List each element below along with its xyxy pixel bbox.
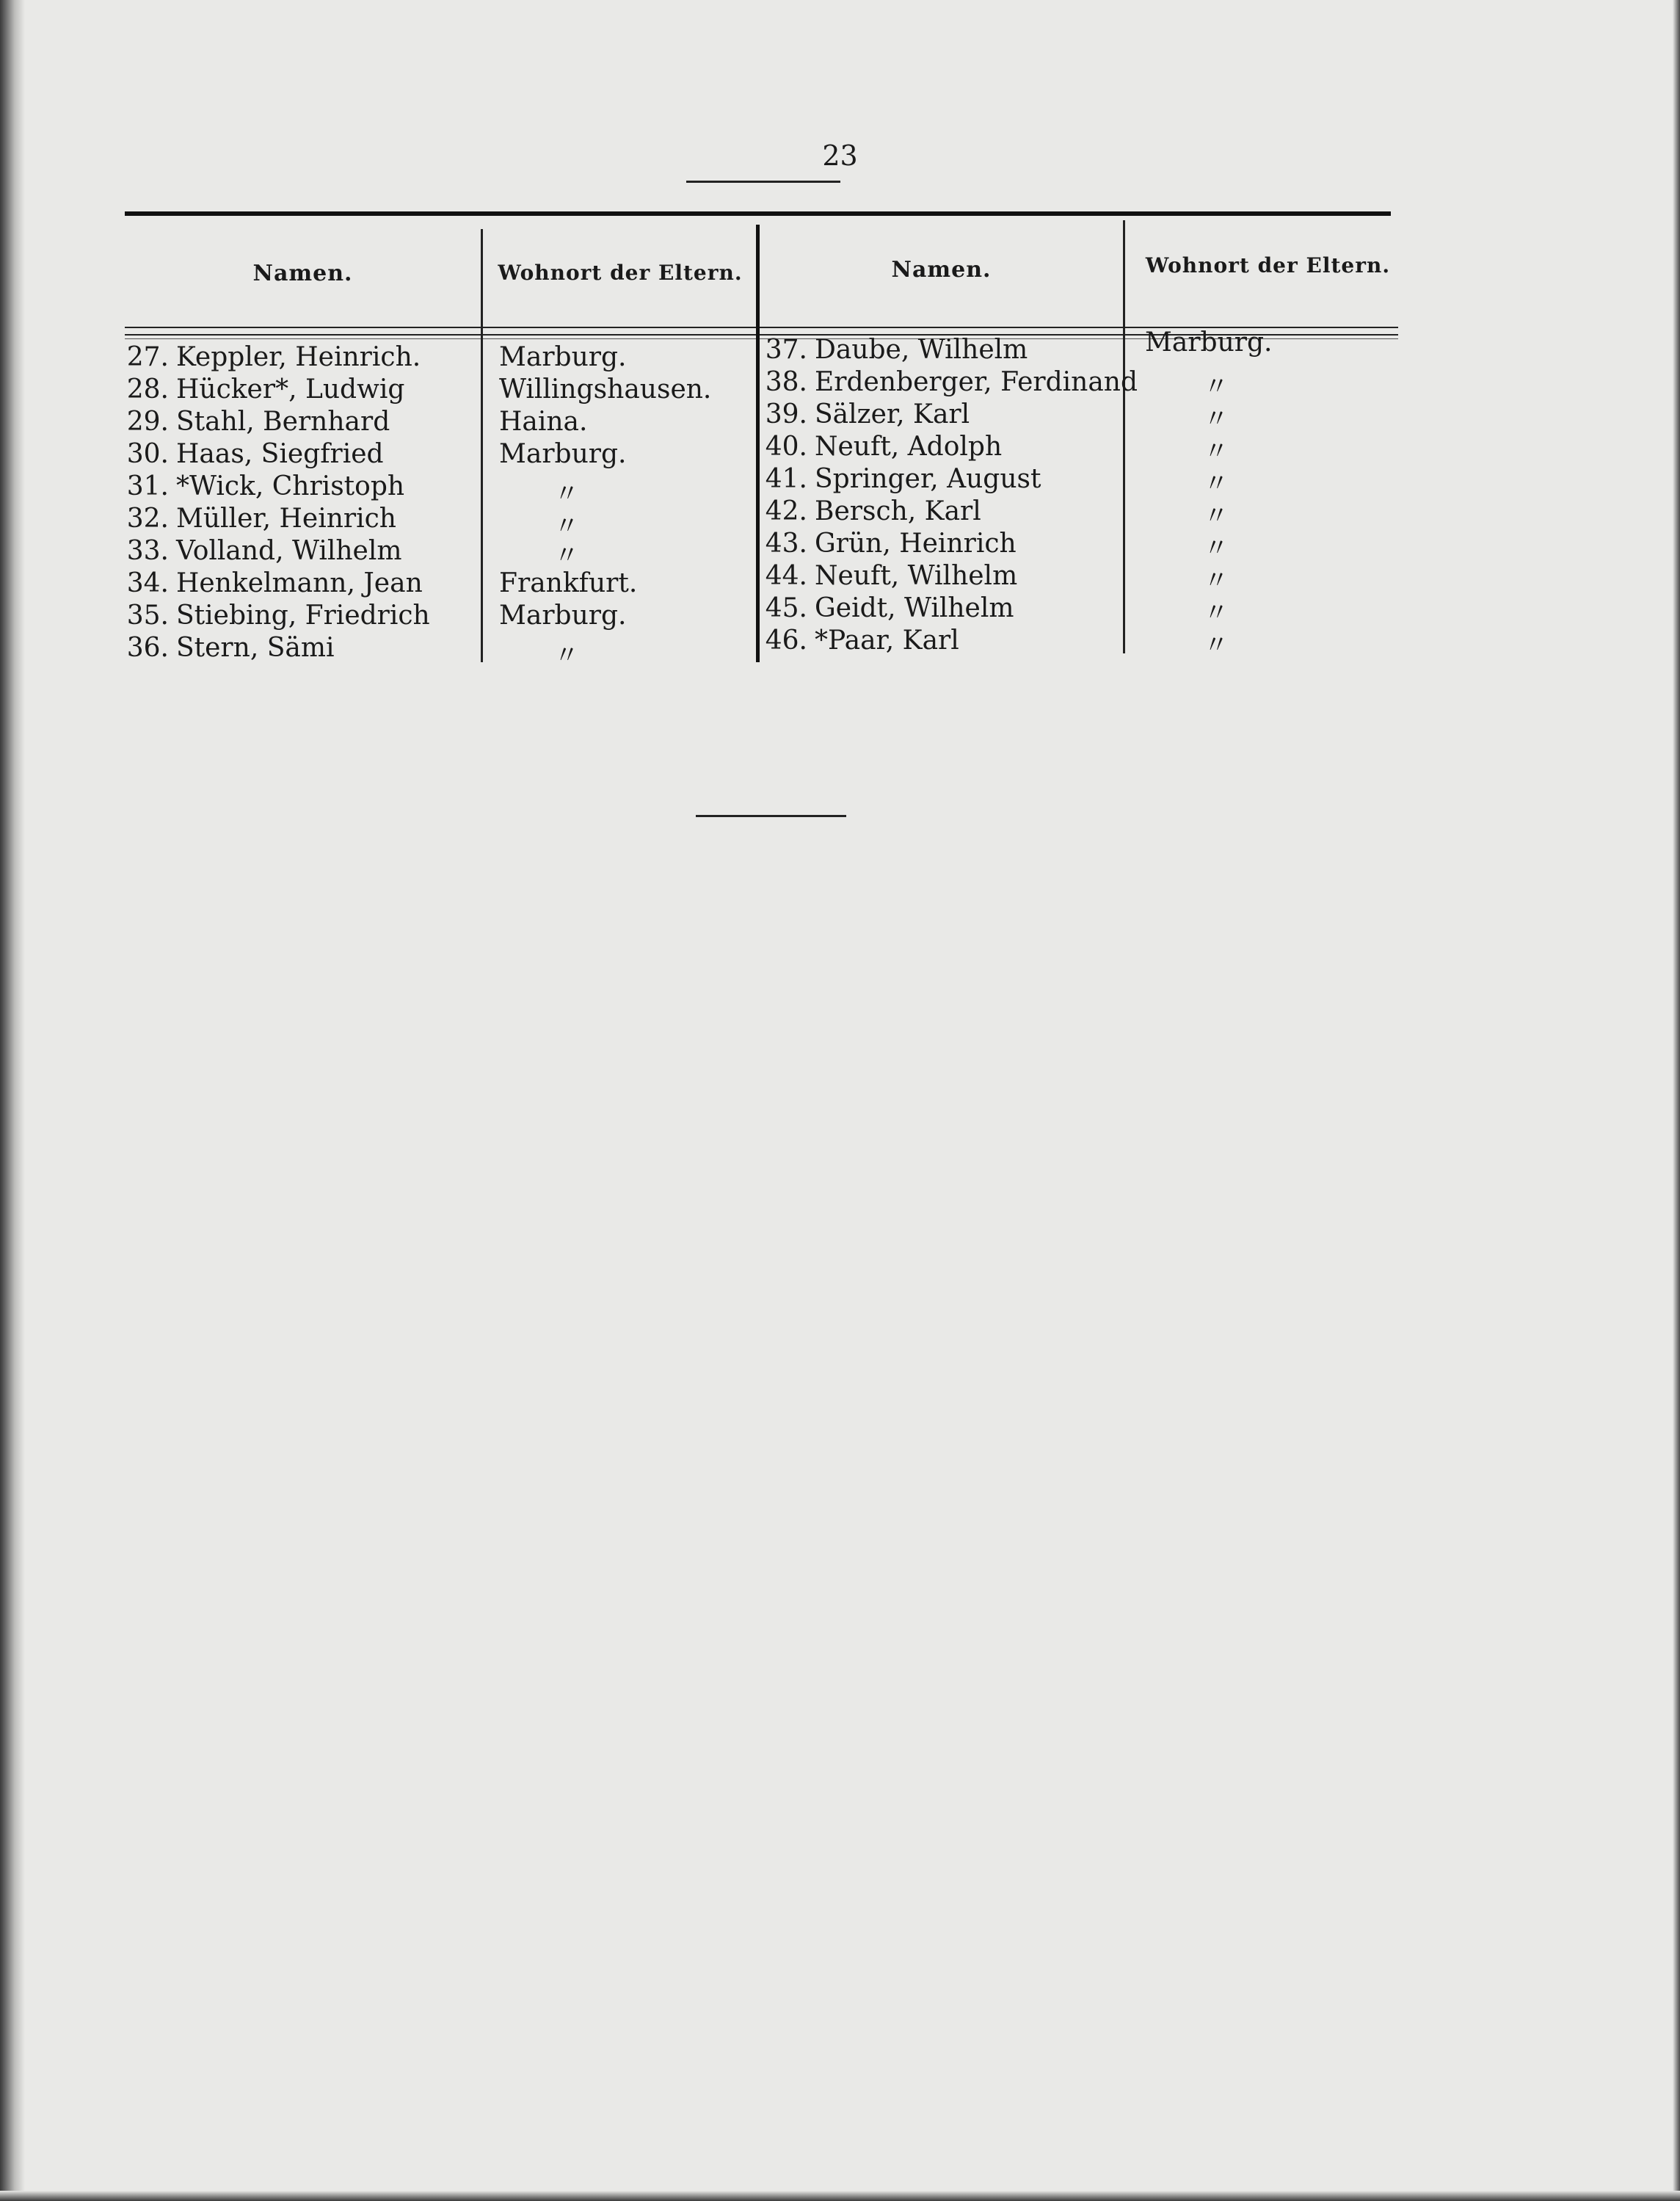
row-number: 30. bbox=[126, 439, 169, 469]
row-number: 40. bbox=[765, 432, 807, 462]
table-row bbox=[117, 632, 335, 664]
row-number: 34. bbox=[126, 568, 169, 598]
row-number: 29. bbox=[126, 407, 169, 437]
person-name: Volland, Wilhelm bbox=[176, 536, 402, 566]
row-number: 37. bbox=[765, 335, 807, 365]
table-row bbox=[756, 560, 1017, 592]
residence-ditto: 〃 bbox=[1204, 631, 1229, 660]
residence-ditto: 〃 bbox=[1204, 534, 1229, 563]
row-number: 45. bbox=[765, 593, 807, 623]
residence-ditto: 〃 bbox=[1204, 598, 1229, 628]
table-row bbox=[756, 334, 1028, 366]
person-name: Stiebing, Friedrich bbox=[176, 601, 430, 631]
row-number: 28. bbox=[126, 374, 169, 405]
person-name: Neuft, Wilhelm bbox=[815, 561, 1018, 591]
residence: Willingshausen. bbox=[499, 374, 712, 405]
row-number: 41. bbox=[765, 464, 807, 494]
residence-ditto: 〃 bbox=[554, 641, 579, 670]
header-residence-right: Wohnort der Eltern. bbox=[1145, 253, 1391, 278]
person-name: Müller, Heinrich bbox=[176, 504, 396, 534]
residence-ditto: 〃 bbox=[554, 541, 579, 570]
table-row bbox=[756, 528, 1017, 560]
page-number: 23 bbox=[822, 139, 858, 172]
page-edge-shadow bbox=[1673, 0, 1680, 2201]
residence-ditto: 〃 bbox=[554, 512, 579, 541]
header-names-right: Namen. bbox=[891, 257, 992, 283]
residence: Marburg. bbox=[499, 342, 627, 372]
table-row bbox=[117, 600, 430, 632]
residence: Marburg. bbox=[499, 601, 627, 631]
person-name: Daube, Wilhelm bbox=[815, 335, 1028, 365]
table-row bbox=[117, 438, 384, 471]
table-row bbox=[117, 503, 396, 535]
table-row bbox=[756, 431, 1002, 463]
row-number: 46. bbox=[765, 626, 807, 656]
page-bottom-shadow bbox=[0, 2191, 1680, 2201]
table-row bbox=[117, 374, 404, 406]
residence-ditto: 〃 bbox=[1204, 405, 1229, 434]
person-name: Springer, August bbox=[815, 464, 1041, 494]
person-name: Keppler, Heinrich. bbox=[176, 342, 421, 372]
row-number: 27. bbox=[126, 342, 169, 372]
person-name: Haas, Siegfried bbox=[176, 439, 384, 469]
residence-ditto: 〃 bbox=[1204, 372, 1229, 402]
person-name: Grün, Heinrich bbox=[815, 529, 1017, 559]
row-number: 38. bbox=[765, 367, 807, 397]
residence: Marburg. bbox=[499, 439, 627, 469]
header-residence-left: Wohnort der Eltern. bbox=[498, 261, 743, 285]
residence: Marburg. bbox=[1145, 327, 1273, 358]
person-name: *Paar, Karl bbox=[815, 626, 959, 656]
table-row bbox=[756, 366, 1138, 399]
column-divider bbox=[1123, 220, 1125, 653]
row-number: 36. bbox=[126, 633, 169, 663]
person-name: Sälzer, Karl bbox=[815, 399, 970, 429]
person-name: Henkelmann, Jean bbox=[176, 568, 423, 598]
row-number: 31. bbox=[126, 471, 169, 501]
person-name: Erdenberger, Ferdinand bbox=[815, 367, 1138, 397]
table-row bbox=[756, 592, 1014, 625]
residence: Haina. bbox=[499, 407, 588, 437]
row-number: 35. bbox=[126, 601, 169, 631]
table-row bbox=[117, 471, 404, 503]
residence-ditto: 〃 bbox=[1204, 566, 1229, 595]
row-number: 33. bbox=[126, 536, 169, 566]
table-row bbox=[756, 463, 1041, 496]
person-name: Stern, Sämi bbox=[176, 633, 335, 663]
table-row bbox=[117, 535, 402, 568]
table-row bbox=[117, 406, 390, 438]
closing-rule bbox=[696, 815, 846, 817]
table-row bbox=[756, 399, 970, 431]
table-row bbox=[117, 341, 421, 374]
residence-ditto: 〃 bbox=[1204, 469, 1229, 498]
residence-ditto: 〃 bbox=[1204, 437, 1229, 466]
page-number-rule bbox=[686, 181, 840, 183]
row-number: 42. bbox=[765, 496, 807, 526]
page-binding-shadow bbox=[0, 0, 25, 2201]
residence-ditto: 〃 bbox=[554, 479, 579, 509]
person-name: Stahl, Bernhard bbox=[176, 407, 390, 437]
row-number: 44. bbox=[765, 561, 807, 591]
person-name: *Wick, Christoph bbox=[176, 471, 405, 501]
column-divider bbox=[481, 229, 483, 662]
header-names-left: Namen. bbox=[252, 261, 353, 286]
table-row bbox=[756, 625, 959, 657]
table-top-rule bbox=[125, 211, 1391, 216]
person-name: Bersch, Karl bbox=[815, 496, 981, 526]
table-row bbox=[756, 496, 981, 528]
residence: Frankfurt. bbox=[499, 568, 638, 598]
person-name: Hücker*, Ludwig bbox=[176, 374, 405, 405]
person-name: Neuft, Adolph bbox=[815, 432, 1003, 462]
row-number: 43. bbox=[765, 529, 807, 559]
row-number: 39. bbox=[765, 399, 807, 429]
table-row bbox=[117, 568, 423, 600]
residence-ditto: 〃 bbox=[1204, 501, 1229, 531]
row-number: 32. bbox=[126, 504, 169, 534]
person-name: Geidt, Wilhelm bbox=[815, 593, 1014, 623]
